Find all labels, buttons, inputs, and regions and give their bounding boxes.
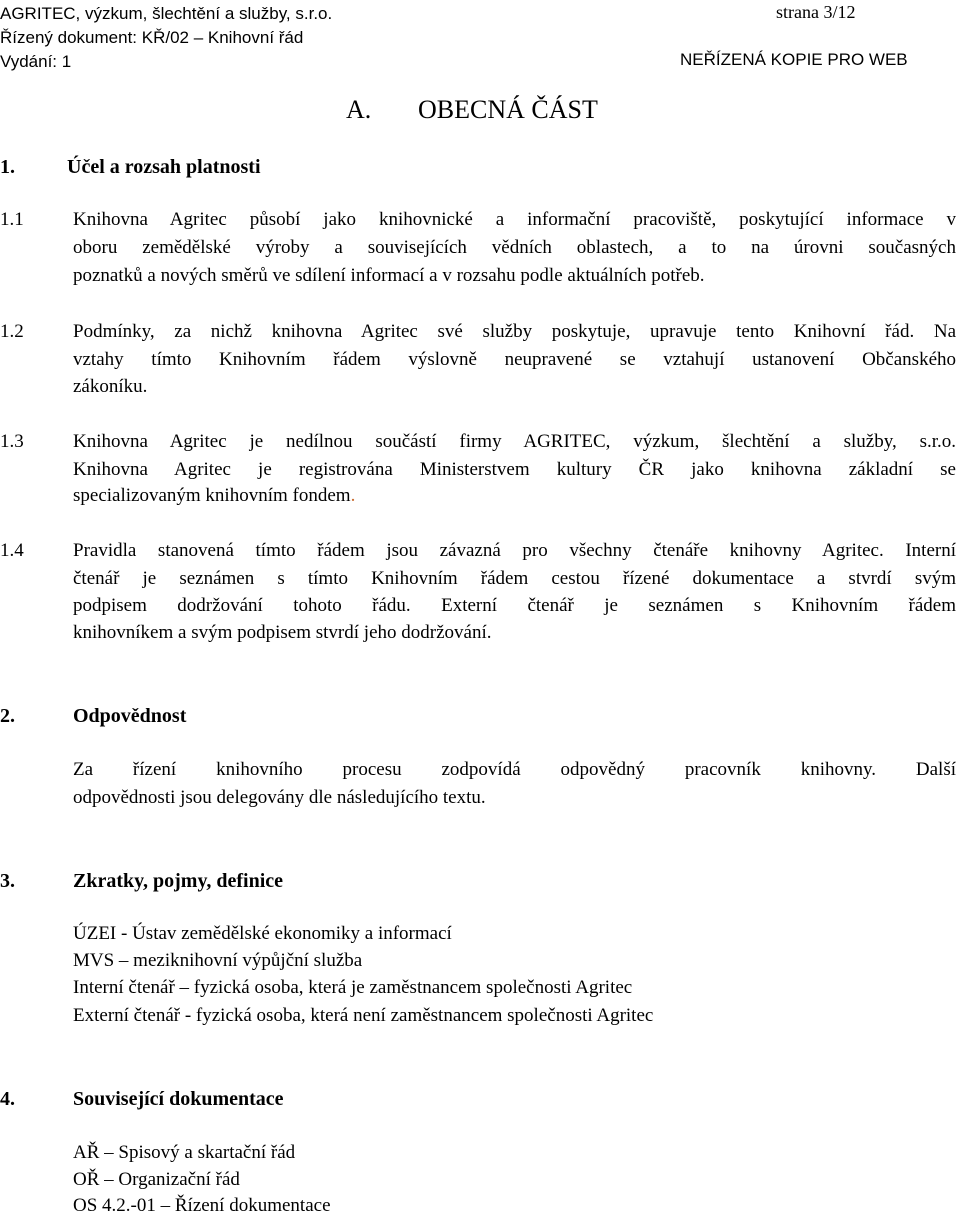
section-2-line-2: odpovědnosti jsou delegovány dle následujícího textu.: [73, 787, 486, 808]
section-3-number: 3.: [0, 870, 15, 892]
item-1-1-line-2: oboru zemědělské výroby a souvisejících vědních oblastech, a to na úrovni současných: [73, 237, 956, 258]
item-1-3-line-3: [73, 482, 355, 510]
item-1-4-line-1: Pravidla stanovená tímto řádem jsou závazná pro všechny čtenáře knihovny Agritec. Interní: [73, 540, 956, 561]
item-1-1-line-1: Knihovna Agritec působí jako knihovnické a informační pracoviště, poskytující informace v: [73, 209, 956, 230]
part-title: [346, 95, 598, 125]
item-1-2-line-2: vztahy tímto Knihovním řádem výslovně neupravené se vztahují ustanovení Občanského: [73, 349, 956, 370]
item-1-3-number: 1.3: [0, 431, 24, 452]
definition-external-reader: Externí čtenář - fyzická osoba, která není zaměstnancem společnosti Agritec: [73, 1005, 654, 1026]
part-title-text: OBECNÁ ČÁST: [418, 95, 598, 124]
part-letter: A.: [346, 95, 372, 124]
section-3-heading: Zkratky, pojmy, definice: [73, 870, 284, 892]
section-1-heading: Účel a rozsah platnosti: [67, 156, 261, 178]
item-1-3-period: .: [350, 485, 356, 506]
item-1-2-line-3: zákoníku.: [73, 376, 148, 397]
copy-note: NEŘÍZENÁ KOPIE PRO WEB: [680, 50, 908, 69]
section-2-line-1: Za řízení knihovního procesu zodpovídá odpovědný pracovník knihovny. Další: [73, 759, 956, 780]
section-4-number: 4.: [0, 1088, 15, 1110]
section-2-number: 2.: [0, 705, 15, 727]
header-document: Řízený dokument: KŘ/02 – Knihovní řád: [0, 28, 304, 47]
definition-mvs: MVS – meziknihovní výpůjční služba: [73, 950, 363, 971]
section-2-heading: Odpovědnost: [73, 705, 187, 727]
item-1-3-line-1: Knihovna Agritec je nedílnou součástí firmy AGRITEC, výzkum, šlechtění a služby, s.r.o.: [73, 431, 956, 452]
related-doc-ar: AŘ – Spisový a skartační řád: [73, 1142, 296, 1163]
definition-internal-reader: Interní čtenář – fyzická osoba, která je zaměstnancem společnosti Agritec: [73, 977, 633, 998]
item-1-2-line-1: Podmínky, za nichž knihovna Agritec své služby poskytuje, upravuje tento Knihovní řád. Na: [73, 321, 956, 342]
definition-uzei: ÚZEI - Ústav zemědělské ekonomiky a informací: [73, 923, 452, 944]
header-company: AGRITEC, výzkum, šlechtění a služby, s.r.o.: [0, 4, 333, 23]
item-1-2-number: 1.2: [0, 321, 24, 342]
item-1-3-line-2: Knihovna Agritec je registrována Ministerstvem kultury ČR jako knihovna základní se: [73, 459, 956, 480]
page-number: strana 3/12: [776, 2, 856, 22]
header-edition: Vydání: 1: [0, 52, 72, 71]
item-1-3-line-3-text: specializovaným knihovním fondem: [73, 485, 351, 506]
item-1-1-number: 1.1: [0, 209, 24, 230]
section-4-heading: Související dokumentace: [73, 1088, 284, 1110]
item-1-4-line-4: knihovníkem a svým podpisem stvrdí jeho dodržování.: [73, 622, 492, 643]
related-doc-or: OŘ – Organizační řád: [73, 1169, 240, 1190]
item-1-4-line-3: podpisem dodržování tohoto řádu. Externí čtenář je seznámen s Knihovním řádem: [73, 595, 956, 616]
related-doc-os: OS 4.2.-01 – Řízení dokumentace: [73, 1195, 331, 1216]
page-header: [0, 2, 332, 74]
item-1-4-number: 1.4: [0, 540, 24, 561]
section-1-number: 1.: [0, 156, 15, 178]
item-1-1-line-3: poznatků a nových směrů ve sdílení informací a v rozsahu podle aktuálních potřeb.: [73, 265, 705, 286]
item-1-4-line-2: čtenář je seznámen s tímto Knihovním řádem cestou řízené dokumentace a stvrdí svým: [73, 568, 956, 589]
